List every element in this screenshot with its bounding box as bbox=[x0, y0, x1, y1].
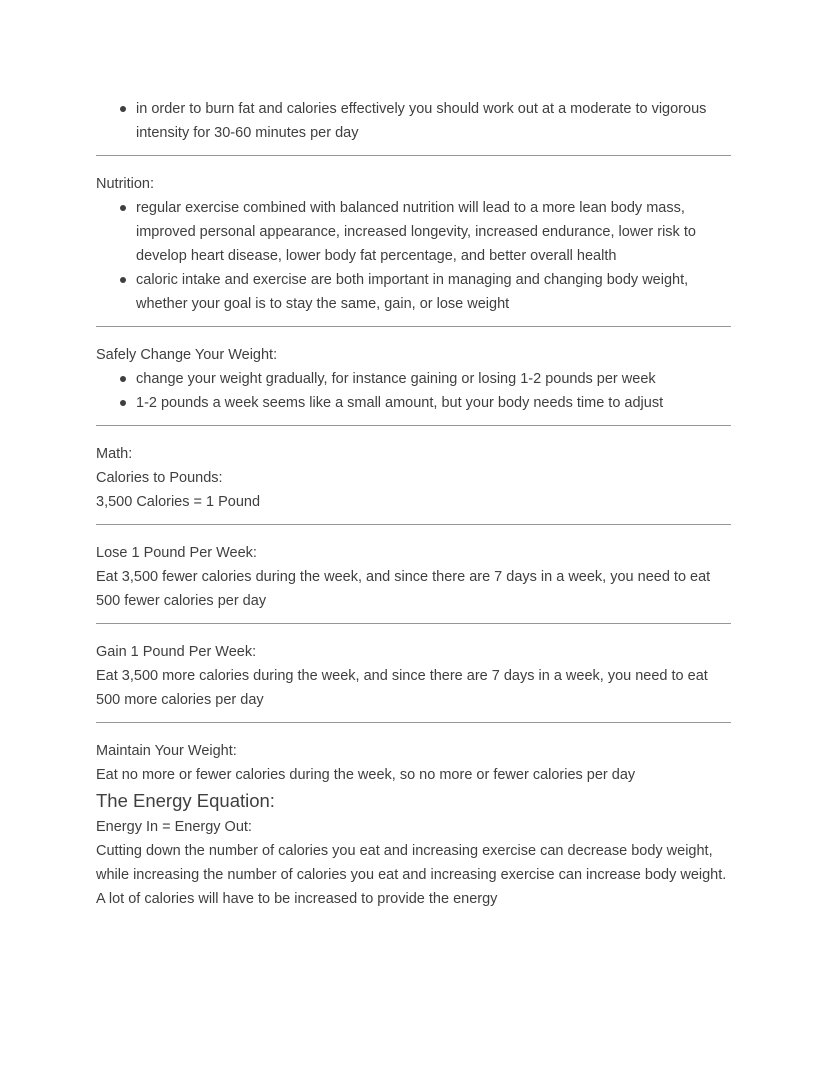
section-math bbox=[96, 442, 731, 514]
section-intro bbox=[96, 97, 731, 145]
section-paragraph: Cutting down the number of calories you eat and increasing exercise can decrease body weight, while increasing the number of calories you eat and increasing exercise can increase body weight. A lot of calories will have to be increased to provide the energy bbox=[96, 843, 727, 907]
math-subheading: Calories to Pounds: bbox=[96, 470, 223, 486]
bullet-item bbox=[96, 268, 731, 316]
section-heading: Lose 1 Pound Per Week: bbox=[96, 545, 257, 561]
section-heading: Maintain Your Weight: bbox=[96, 743, 237, 759]
bullet-item bbox=[96, 196, 731, 268]
bullet-text: in order to burn fat and calories effectively you should work out at a moderate to vigorous intensity for 30-60 minutes per day bbox=[136, 101, 707, 141]
bullet-icon bbox=[120, 205, 126, 211]
section-body: Eat 3,500 more calories during the week, and since there are 7 days in a week, you need to eat 500 more calories per day bbox=[96, 668, 708, 708]
bullet-icon bbox=[120, 277, 126, 283]
energy-equation-heading: The Energy Equation: bbox=[96, 790, 275, 811]
section-divider bbox=[96, 722, 731, 723]
section-body: Eat 3,500 fewer calories during the week, and since there are 7 days in a week, you need to eat 500 fewer calories per day bbox=[96, 569, 711, 609]
bullet-list bbox=[96, 97, 731, 145]
bullet-list bbox=[96, 196, 731, 316]
bullet-list bbox=[96, 367, 731, 415]
section-divider bbox=[96, 425, 731, 426]
bullet-item bbox=[96, 391, 731, 415]
section-heading: Gain 1 Pound Per Week: bbox=[96, 644, 257, 660]
section-heading: Safely Change Your Weight: bbox=[96, 347, 278, 363]
section-lose-pound bbox=[96, 541, 731, 613]
energy-equation-formula: Energy In = Energy Out: bbox=[96, 819, 252, 835]
bullet-text: regular exercise combined with balanced nutrition will lead to a more lean body mass, improved personal appearance, increased longevity, increased endurance, lower risk to develop heart disease, lower body fat percentage, and better overall health bbox=[136, 200, 696, 264]
bullet-item bbox=[96, 367, 731, 391]
section-body: Eat no more or fewer calories during the week, so no more or fewer calories per day bbox=[96, 767, 636, 783]
section-divider bbox=[96, 524, 731, 525]
bullet-text: 1-2 pounds a week seems like a small amount, but your body needs time to adjust bbox=[136, 395, 664, 411]
section-heading: Math: bbox=[96, 446, 133, 462]
section-safely-change-weight bbox=[96, 343, 731, 415]
section-divider bbox=[96, 155, 731, 156]
bullet-icon bbox=[120, 400, 126, 406]
math-equation: 3,500 Calories = 1 Pound bbox=[96, 494, 261, 510]
section-nutrition bbox=[96, 172, 731, 316]
section-heading: Nutrition: bbox=[96, 176, 155, 192]
section-divider bbox=[96, 326, 731, 327]
bullet-icon bbox=[120, 376, 126, 382]
bullet-text: caloric intake and exercise are both important in managing and changing body weight, whether your goal is to stay the same, gain, or lose weight bbox=[136, 272, 689, 312]
section-gain-pound bbox=[96, 640, 731, 712]
bullet-text: change your weight gradually, for instance gaining or losing 1-2 pounds per week bbox=[136, 371, 656, 387]
section-maintain-weight bbox=[96, 739, 731, 911]
section-divider bbox=[96, 623, 731, 624]
bullet-item bbox=[96, 97, 731, 145]
bullet-icon bbox=[120, 106, 126, 112]
